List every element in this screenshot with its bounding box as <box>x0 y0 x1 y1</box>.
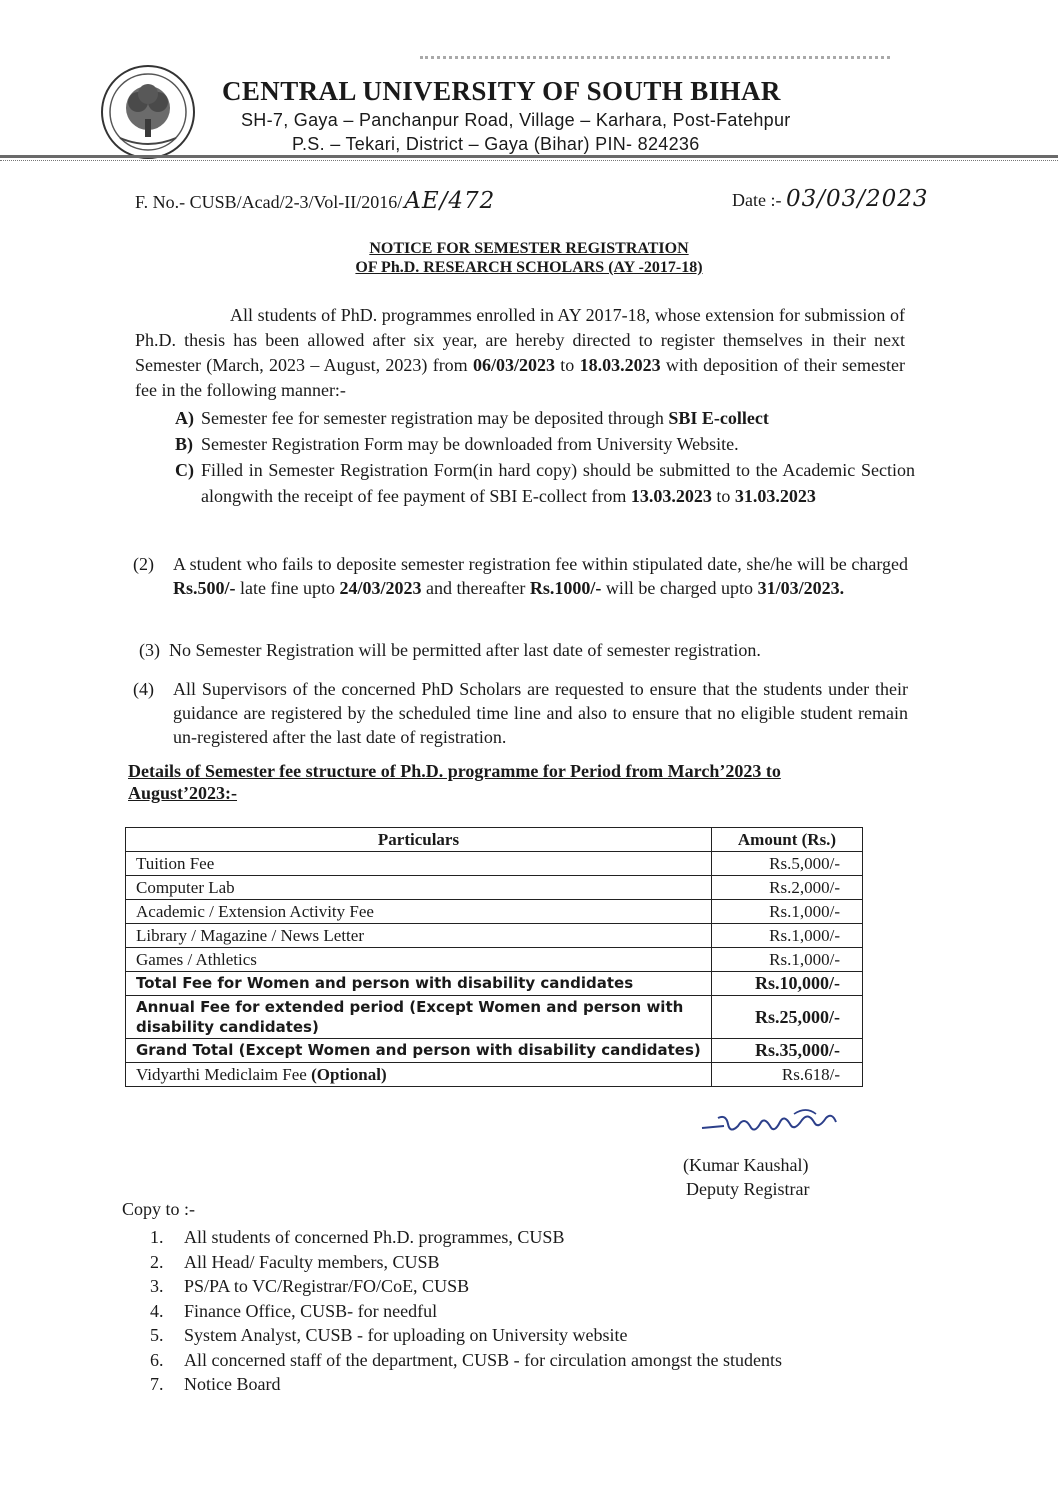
intro-date-from: 06/03/2023 <box>472 355 555 375</box>
list-text: Notice Board <box>184 1374 281 1394</box>
registration-steps <box>175 405 915 509</box>
fee-amount: Rs.5,000/- <box>712 852 863 876</box>
point-number: (4) <box>133 679 154 699</box>
header-rule-dotted <box>0 160 1058 161</box>
notice-title-line-2: OF Ph.D. RESEARCH SCHOLARS (AY -2017-18) <box>355 259 703 276</box>
intro-text-a: All students of PhD. programmes enrolled in AY 2017-18, whose extension for submission of Ph.D. thesis has been allowed after six year, are hereby directed to register themselves in their next Semester (March, 2023 – August, 2023) from <box>135 305 905 375</box>
list-item <box>150 1323 782 1348</box>
university-name: CENTRAL UNIVERSITY OF SOUTH BIHAR <box>222 76 781 106</box>
copy-to-label: Copy to :- <box>122 1199 196 1219</box>
point-text: and thereafter <box>421 578 530 598</box>
table-row <box>126 852 863 876</box>
late-fine-1: Rs.500/- <box>173 578 236 598</box>
list-number: 1. <box>150 1227 164 1247</box>
point-text: late fine upto <box>235 578 340 598</box>
fee-particular: Games / Athletics <box>126 948 712 972</box>
notice-date <box>732 186 929 212</box>
list-number: 2. <box>150 1251 164 1272</box>
fee-amount: Rs.2,000/- <box>712 876 863 900</box>
fee-particular: Grand Total (Except Women and person with disability candidates) <box>126 1039 712 1063</box>
list-item <box>150 1274 782 1299</box>
list-number: 6. <box>150 1349 164 1370</box>
table-row-annual <box>126 996 863 1039</box>
file-number <box>135 188 495 214</box>
point-3 <box>139 638 914 662</box>
fee-table <box>125 827 863 1087</box>
notice-title-line-1: NOTICE FOR SEMESTER REGISTRATION <box>369 240 689 257</box>
step-bold: 13.03.2023 <box>630 486 712 506</box>
fee-structure-heading: Details of Semester fee structure of Ph.D. programme for Period from March’2023 to August’2023:- <box>128 761 781 803</box>
list-text: System Analyst, CUSB - for uploading on University website <box>184 1325 628 1345</box>
late-fine-2: Rs.1000/- <box>529 578 602 598</box>
optional-tag: (Optional) <box>311 1065 387 1084</box>
date-handwritten: 03/03/2023 <box>785 186 929 212</box>
university-logo-icon <box>100 64 196 160</box>
step-mark: C) <box>175 460 194 480</box>
fee-particular: Tuition Fee <box>126 852 712 876</box>
list-item <box>150 1348 782 1373</box>
file-number-handwritten: AE/472 <box>404 188 496 214</box>
point-number: (2) <box>133 554 154 574</box>
list-text: All concerned staff of the department, CUSB - for circulation amongst the students <box>184 1349 783 1370</box>
fee-amount: Rs.618/- <box>712 1063 863 1087</box>
fee-particular: Library / Magazine / News Letter <box>126 924 712 948</box>
table-row <box>126 948 863 972</box>
step-tail: to <box>711 486 735 506</box>
step-bold: SBI E-collect <box>668 408 769 428</box>
point-number: (3) <box>139 640 160 660</box>
list-item <box>150 1299 782 1324</box>
point-text: All Supervisors of the concerned PhD Scholars are requested to ensure that the students under their guidance are registered by the scheduled time line and also to ensure that no eligible student remain un-registered after the last date of registration. <box>173 679 908 747</box>
table-row-total <box>126 972 863 996</box>
table-row <box>126 900 863 924</box>
table-header-row <box>126 828 863 852</box>
point-text: will be charged upto <box>601 578 758 598</box>
list-number: 4. <box>150 1300 164 1321</box>
fee-particular: Annual Fee for extended period (Except Women and person with disability candidates) <box>126 996 712 1039</box>
list-item <box>175 405 915 431</box>
point-text: No Semester Registration will be permitted after last date of semester registration. <box>169 640 761 660</box>
step-text: Filled in Semester Registration Form(in hard copy) should be submitted to the Academic Section alongwith the receipt of fee payment of SBI E-collect from <box>201 460 915 506</box>
list-text: All students of concerned Ph.D. programmes, CUSB <box>184 1227 565 1247</box>
intro-date-to: 18.03.2023 <box>579 355 661 375</box>
fee-amount: Rs.10,000/- <box>712 972 863 996</box>
step-mark: B) <box>175 434 193 454</box>
point-4 <box>133 677 908 749</box>
list-number: 3. <box>150 1276 164 1296</box>
copy-to-list <box>150 1225 782 1397</box>
step-text: Semester Registration Form may be downloaded from University Website. <box>201 434 739 454</box>
fee-particular: Total Fee for Women and person with disability candidates <box>126 972 712 996</box>
step-bold-2: 31.03.2023 <box>734 486 816 506</box>
list-number: 5. <box>150 1325 164 1345</box>
list-item <box>175 431 915 457</box>
file-number-label: F. No.- CUSB/Acad/2-3/Vol-II/2016/ <box>135 192 403 212</box>
point-text: A student who fails to deposite semester registration fee within stipulated date, she/he will be charged <box>173 554 908 574</box>
list-item <box>150 1225 782 1250</box>
date-label: Date :- <box>732 190 782 210</box>
list-item <box>150 1250 782 1275</box>
intro-text-c: with deposition of their semester fee in the following manner:- <box>135 355 905 400</box>
list-item <box>175 457 915 509</box>
header-top-decoration <box>420 56 890 69</box>
signatory-designation: Deputy Registrar <box>686 1179 810 1199</box>
fee-amount: Rs.25,000/- <box>712 996 863 1039</box>
table-row-grand-total <box>126 1039 863 1063</box>
signatory-name: (Kumar Kaushal) <box>683 1155 809 1175</box>
list-item <box>150 1372 782 1397</box>
list-number: 7. <box>150 1374 164 1394</box>
table-row <box>126 924 863 948</box>
address-line-1: SH-7, Gaya – Panchanpur Road, Village – Karhara, Post-Fatehpur <box>241 110 791 130</box>
list-text: Finance Office, CUSB- for needful <box>184 1300 438 1321</box>
table-row <box>126 1063 863 1087</box>
step-mark: A) <box>175 408 194 428</box>
fee-amount: Rs.35,000/- <box>712 1039 863 1063</box>
step-text: Semester fee for semester registration may be deposited through <box>201 408 669 428</box>
list-text: All Head/ Faculty members, CUSB <box>184 1251 440 1272</box>
intro-paragraph <box>135 303 905 403</box>
table-row <box>126 876 863 900</box>
address-line-2: P.S. – Tekari, District – Gaya (Bihar) PIN- 824236 <box>292 134 700 154</box>
late-fine-date-2: 31/03/2023. <box>757 578 845 598</box>
fee-amount: Rs.1,000/- <box>712 900 863 924</box>
late-fine-date-1: 24/03/2023 <box>339 578 422 598</box>
column-header-particulars: Particulars <box>126 828 712 852</box>
fee-particular <box>126 1063 712 1087</box>
column-header-amount: Amount (Rs.) <box>712 828 863 852</box>
fee-particular: Computer Lab <box>126 876 712 900</box>
fee-particular: Academic / Extension Activity Fee <box>126 900 712 924</box>
fee-amount: Rs.1,000/- <box>712 948 863 972</box>
list-text: PS/PA to VC/Registrar/FO/CoE, CUSB <box>184 1276 470 1296</box>
intro-text-b: to <box>555 355 580 375</box>
fee-particular-text: Vidyarthi Mediclaim Fee <box>136 1065 312 1084</box>
header-rule <box>0 155 1058 158</box>
signature <box>698 1104 858 1144</box>
fee-amount: Rs.1,000/- <box>712 924 863 948</box>
point-2 <box>133 552 908 600</box>
